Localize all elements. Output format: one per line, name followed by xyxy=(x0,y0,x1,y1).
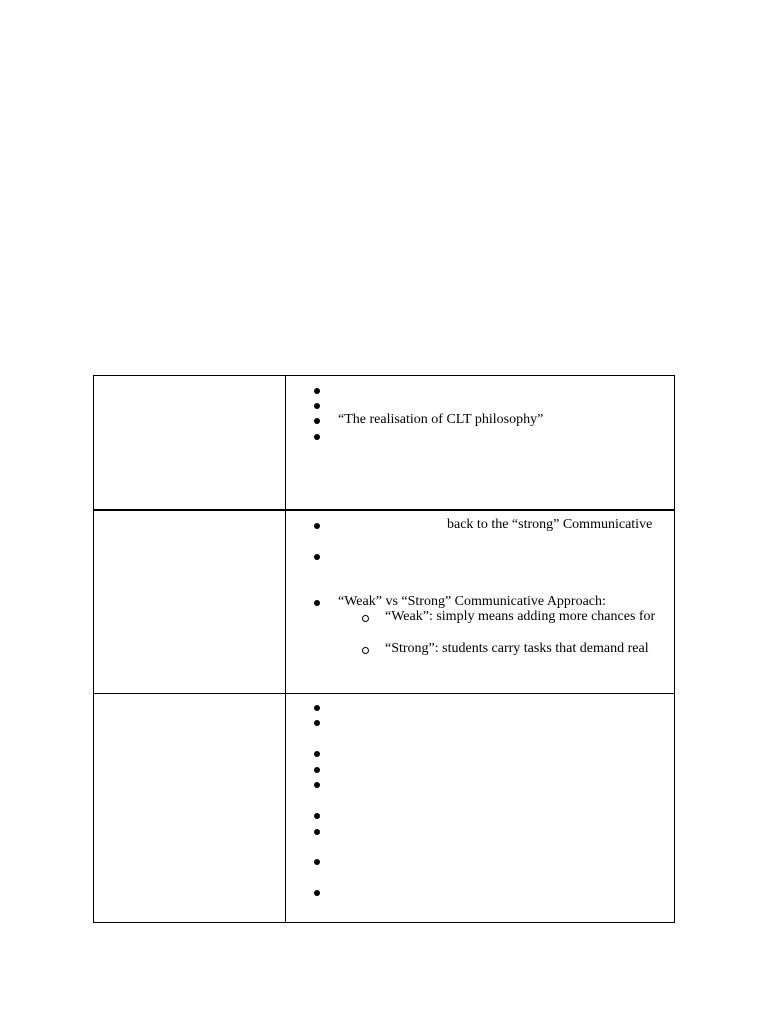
table-cell-topic xyxy=(94,694,285,922)
bullet-icon xyxy=(314,859,320,865)
bullet-icon xyxy=(314,751,320,757)
sub-item-text: “Weak”: simply means adding more chances for xyxy=(385,609,656,624)
bullet-icon xyxy=(314,523,320,529)
bullet-icon xyxy=(314,705,320,711)
list-item-text: “Weak” vs “Strong” Communicative Approach: xyxy=(338,594,606,609)
table-cell-notes xyxy=(286,511,674,693)
bullet-icon xyxy=(314,388,320,394)
bullet-icon xyxy=(314,554,320,560)
bullet-icon xyxy=(314,403,320,409)
bullet-icon xyxy=(314,782,320,788)
table-row xyxy=(94,511,674,694)
table-cell-topic xyxy=(94,511,285,693)
table-cell-notes xyxy=(286,694,674,922)
table-row xyxy=(94,376,674,511)
circle-bullet-icon xyxy=(362,615,369,622)
bullet-icon xyxy=(314,767,320,773)
sub-item-text: “Strong”: students carry tasks that demand real xyxy=(385,641,649,656)
table-cell-notes xyxy=(286,376,674,509)
list-item-text: “The realisation of CLT philosophy” xyxy=(338,412,544,427)
bullet-icon xyxy=(314,720,320,726)
bullet-icon xyxy=(314,829,320,835)
bullet-icon xyxy=(314,418,320,424)
bullet-icon xyxy=(314,600,320,606)
bullet-icon xyxy=(314,434,320,440)
notes-table xyxy=(93,375,675,923)
table-cell-topic xyxy=(94,376,285,509)
circle-bullet-icon xyxy=(362,647,369,654)
bullet-icon xyxy=(314,890,320,896)
list-item-text: back to the “strong” Communicative xyxy=(447,517,653,532)
bullet-icon xyxy=(314,813,320,819)
table-row xyxy=(94,694,674,922)
